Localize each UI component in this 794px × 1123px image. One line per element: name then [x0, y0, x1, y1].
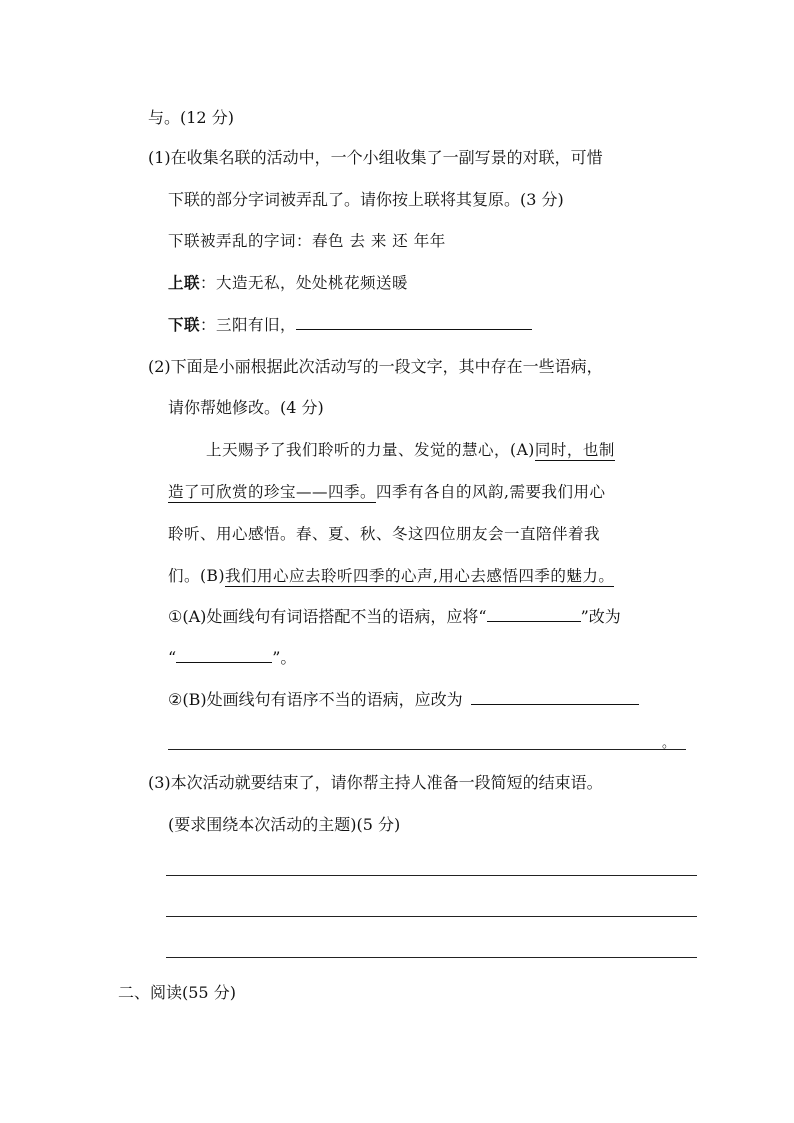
passage-text: 四季有各自的风韵,需要我们用心 — [376, 483, 606, 501]
underlined-sentence-b: 我们用心应去聆听四季的心声,用心去感悟四季的魅力。 — [225, 567, 615, 585]
upper-couplet-text: ：大造无私，处处桃花频送暖 — [200, 274, 409, 292]
underlined-sentence-a: 同时，也制 — [534, 441, 615, 459]
sub-question-1 — [168, 607, 621, 627]
scrambled-list: 春色 去 来 还 年年 — [312, 232, 446, 250]
q2-prompt-line2: 请你帮她修改。(4 分) — [168, 398, 324, 417]
passage-line4 — [168, 566, 614, 586]
underlined-sentence-a-cont: 造了可欣赏的珍宝——四季。 — [168, 483, 377, 501]
scrambled-label: 下联被弄乱的字词： — [168, 232, 313, 250]
q3-answer-line-1[interactable] — [166, 875, 697, 876]
q1-prompt-line2: 下联的部分字词被弄乱了。请你按上联将其复原。(3 分) — [168, 190, 564, 209]
marker-b: 们。(B) — [168, 567, 225, 585]
lower-couplet-text: ：三阳有旧， — [200, 316, 297, 334]
upper-couplet-label: 上联 — [168, 273, 201, 292]
lower-couplet-answer-blank[interactable] — [296, 315, 532, 330]
q3-prompt-line2: (要求围绕本次活动的主题)(5 分) — [168, 815, 401, 834]
q3-answer-line-3[interactable] — [166, 957, 697, 958]
lower-couplet-label: 下联 — [168, 315, 201, 334]
q3-prompt-line1: (3)本次活动就要结束了，请你帮主持人准备一段简短的结束语。 — [148, 773, 603, 792]
q2-prompt-line1: (2)下面是小丽根据此次活动写的一段文字，其中存在一些语病， — [148, 357, 603, 376]
sub2-text: ②(B)处画线句有语序不当的语病，应改为 — [168, 690, 463, 709]
q1-prompt-line1: (1)在收集名联的活动中，一个小组收集了一副写景的对联，可惜 — [148, 148, 603, 167]
sub2-period: 。 — [662, 736, 676, 751]
sub1-close-quote: ”。 — [272, 648, 297, 667]
intro-line: 与。(12 分) — [148, 108, 234, 127]
sub1-open-quote: “ — [168, 648, 177, 667]
sub1-text: ①(A)处画线句有词语搭配不当的语病，应将“ — [168, 607, 487, 626]
sub2-answer-blank-2[interactable] — [168, 749, 686, 750]
sub1-text-mid: ”改为 — [580, 607, 621, 626]
sub-question-2 — [168, 690, 639, 710]
passage-line1 — [206, 440, 615, 460]
sub1-original-word-blank[interactable] — [487, 607, 581, 622]
q1-scrambled-words — [168, 231, 446, 251]
section-heading-reading: 二、阅读(55 分) — [118, 983, 236, 1002]
passage-text: 上天赐予了我们聆听的力量、发觉的慧心， — [206, 441, 511, 459]
marker-a: (A) — [510, 441, 535, 459]
sub-question-1-cont — [168, 648, 296, 668]
passage-line3: 聆听、用心感悟。春、夏、秋、冬这四位朋友会一直陪伴着我 — [168, 525, 601, 543]
upper-couplet — [168, 273, 408, 293]
passage-line2 — [168, 482, 605, 502]
sub2-answer-blank-1[interactable] — [471, 690, 639, 705]
q3-answer-line-2[interactable] — [166, 916, 697, 917]
sub1-corrected-word-blank[interactable] — [176, 648, 272, 663]
lower-couplet — [168, 315, 532, 335]
